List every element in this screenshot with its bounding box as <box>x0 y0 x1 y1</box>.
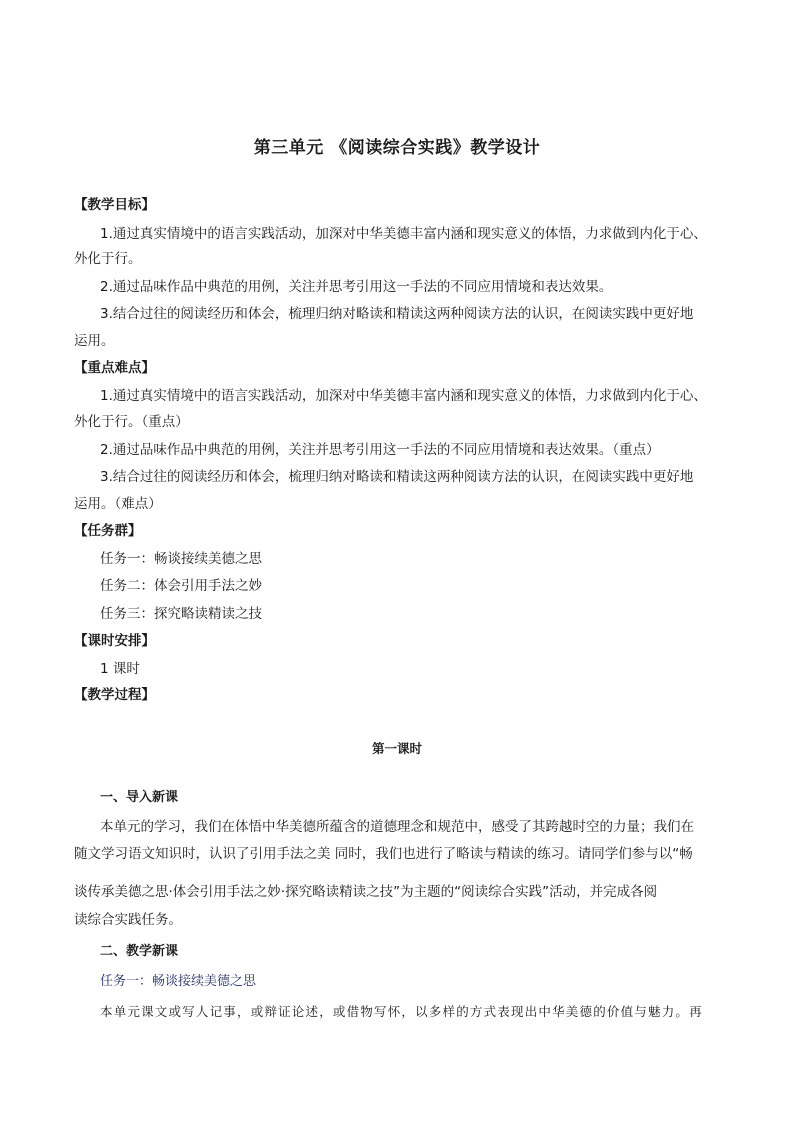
intro-paragraph-line-4: 读综合实践任务。 <box>74 912 182 928</box>
task-one-heading: 任务一：畅谈接续美德之思 <box>100 974 257 989</box>
goal-item-3-cont: 运用。 <box>74 333 115 349</box>
key-item-3-cont: 运用。（难点） <box>74 496 162 512</box>
intro-paragraph-line-2: 随文学习语文知识时，认识了引用手法之美 同时，我们也进行了略读与精读的练习。请同学们参与以“畅 <box>74 846 693 862</box>
section-heading-key-points: 【重点难点】 <box>74 360 155 376</box>
key-item-1: 1.通过真实情境中的语言实践活动，加深对中华美德丰富内涵和现实意义的体悟，力求做到内化于心、 <box>100 388 707 404</box>
section-heading-goals: 【教学目标】 <box>74 197 155 213</box>
page-title: 第三单元 《阅读综合实践》教学设计 <box>253 138 541 158</box>
key-item-1-cont: 外化于行。（重点） <box>74 414 189 430</box>
goal-item-2: 2.通过品味作品中典范的用例，关注并思考引用这一手法的不同应用情境和表达效果。 <box>100 279 613 295</box>
goal-item-3: 3.结合过往的阅读经历和体会，梳理归纳对略读和精读这两种阅读方法的认识，在阅读实践中更好地 <box>100 306 694 322</box>
intro-paragraph-line-1: 本单元的学习，我们在体悟中华美德所蕴含的道德理念和规范中，感受了其跨越时空的力量；我们在 <box>100 819 694 835</box>
task-item-1: 任务一：畅谈接续美德之思 <box>100 551 262 567</box>
task-one-paragraph: 本单元课文或写人记事，或辩证论述，或借物写怀，以多样的方式表现出中华美德的价值与魅力。再 <box>100 1004 703 1019</box>
schedule-value: 1 课时 <box>100 661 140 677</box>
step-heading-intro: 一、导入新课 <box>100 790 179 805</box>
intro-paragraph-line-3: 谈传承美德之思·体会引用手法之妙·探究略读精读之技”为主题的“阅读综合实践”活动，并完成各阅 <box>74 884 658 900</box>
section-heading-tasks: 【任务群】 <box>74 523 142 539</box>
step-heading-new-lesson: 二、教学新课 <box>100 944 179 959</box>
goal-item-1-cont: 外化于行。 <box>74 251 142 267</box>
key-item-3: 3.结合过往的阅读经历和体会，梳理归纳对略读和精读这两种阅读方法的认识，在阅读实践中更好地 <box>100 469 694 485</box>
lesson-title: 第一课时 <box>371 741 422 756</box>
goal-item-1: 1.通过真实情境中的语言实践活动，加深对中华美德丰富内涵和现实意义的体悟，力求做到内化于心、 <box>100 226 707 242</box>
key-item-2: 2.通过品味作品中典范的用例，关注并思考引用这一手法的不同应用情境和表达效果。（重点） <box>100 442 660 458</box>
section-heading-process: 【教学过程】 <box>74 687 155 703</box>
task-item-3: 任务三：探究略读精读之技 <box>100 606 262 622</box>
task-item-2: 任务二：体会引用手法之妙 <box>100 578 262 594</box>
section-heading-schedule: 【课时安排】 <box>74 633 155 649</box>
